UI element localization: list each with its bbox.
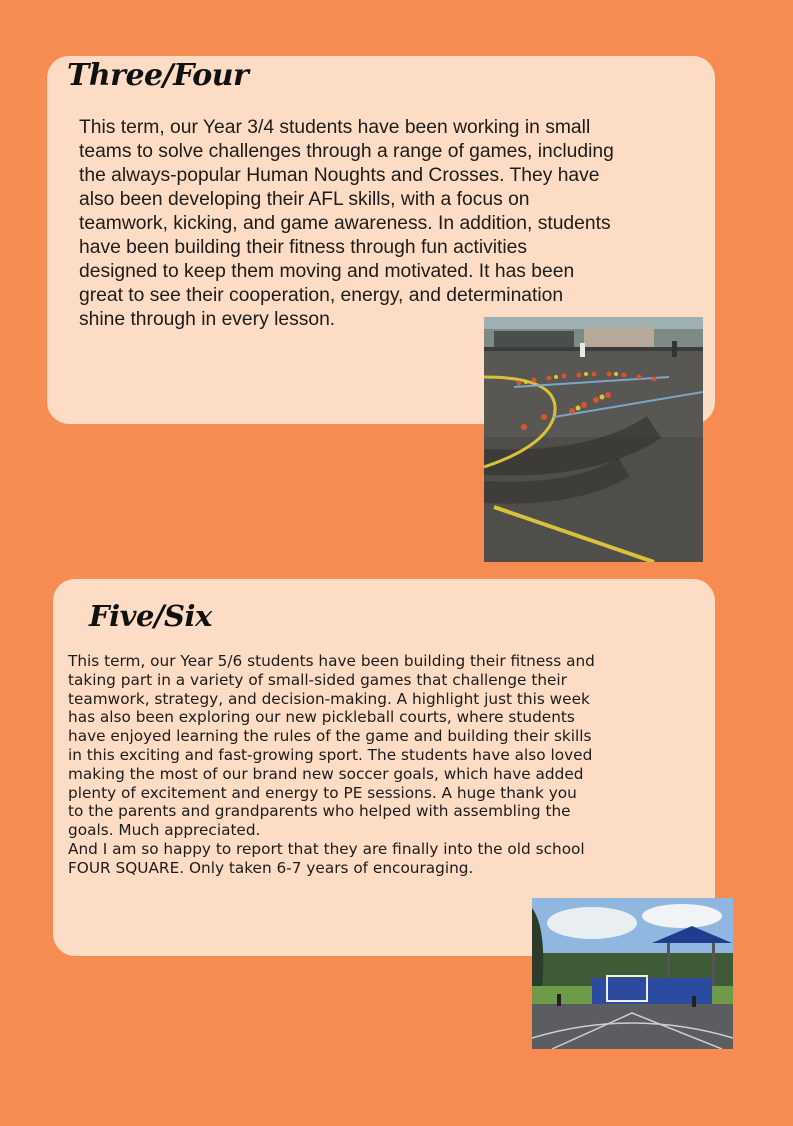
section-body: This term, our Year 5/6 students have been building their fitness and taking part in a variety of small-sided games that challenge their teamwork, strategy, and decision-making. A highlight just this week has also been exploring our new pickleball courts, where students have enjoyed learning the rules of the game and building their skills in this exciting and fast-growing sport. The students have also loved making the most of our brand new soccer goals, which have added plenty of excitement and energy to PE sessions. A huge thank you to the parents and grandparents who helped with assembling the goals. Much appreciated. And I am so happy to report that they are finally into the old school FOUR SQUARE. Only taken 6-7 years of encouraging. [68, 652, 595, 877]
section-heading: Three/Four [67, 58, 249, 93]
section-heading: Five/Six [89, 599, 212, 633]
soccer-goals-photo [532, 898, 733, 1049]
section-body: This term, our Year 3/4 students have been working in small teams to solve challenges through a range of games, including the always-popular Human Noughts and Crosses. They have also been developing their AFL skills, with a focus on teamwork, kicking, and game awareness. In addition, students have been building their fitness through fun activities designed to keep them moving and motivated. It has been great to see their cooperation, energy, and determination shine through in every lesson. [79, 117, 614, 330]
court-cones-photo [484, 317, 703, 562]
